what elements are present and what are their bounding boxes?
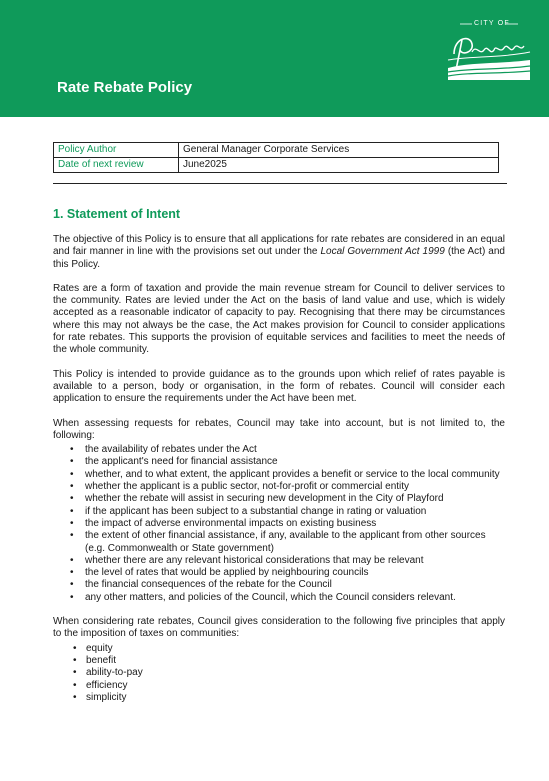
meta-key: Policy Author xyxy=(54,143,179,158)
list-item: • the financial consequences of the rebate for the Council xyxy=(85,579,505,591)
page-title: Rate Rebate Policy xyxy=(57,79,193,96)
considerations-list xyxy=(53,444,505,604)
meta-key: Date of next review xyxy=(54,158,179,173)
paragraph xyxy=(53,234,505,271)
list-item: • the impact of adverse environmental impacts on existing business xyxy=(85,518,505,530)
policy-meta-table xyxy=(53,142,499,173)
divider xyxy=(53,183,507,184)
list-item: • whether the rebate will assist in securing new development in the City of Playford xyxy=(85,493,505,505)
header-banner xyxy=(0,0,549,117)
paragraph-text: (the Act) and this Policy. xyxy=(53,246,505,270)
paragraph: When assessing requests for rebates, Council may take into account, but is not limited to, the following: xyxy=(53,417,505,441)
city-of-playford-logo xyxy=(440,14,536,94)
paragraph: When considering rate rebates, Council gives consideration to the following five principles that apply to the imposition of taxes on communities: xyxy=(53,616,505,640)
list-item: • efficiency xyxy=(86,680,505,692)
list-item: • the level of rates that would be applied by neighbouring councils xyxy=(85,567,505,579)
meta-value: General Manager Corporate Services xyxy=(179,143,499,158)
section-heading: 1. Statement of Intent xyxy=(53,207,181,221)
table-row xyxy=(54,143,499,158)
table-row xyxy=(54,158,499,173)
list-item: • the applicant's need for financial assistance xyxy=(85,456,505,468)
list-item: • whether, and to what extent, the applicant provides a benefit or service to the local community xyxy=(85,469,505,481)
list-item: • simplicity xyxy=(86,692,505,704)
list-item: • ability-to-pay xyxy=(86,667,505,679)
act-title: Local Government Act 1999 xyxy=(320,246,445,258)
list-item: • benefit xyxy=(86,655,505,667)
list-item: • any other matters, and policies of the Council, which the Council considers relevant. xyxy=(85,592,505,604)
list-item: • equity xyxy=(86,643,505,655)
paragraph: This Policy is intended to provide guidance as to the grounds upon which relief of rates payable is available to a person, body or organisation, in the form of rebates. Council will consider each application to ensure the requirements under the Act have been met. xyxy=(53,368,505,405)
principles-list xyxy=(53,643,505,704)
meta-value: June2025 xyxy=(179,158,499,173)
paragraph-text: The objective of this Policy is to ensure that all applications for rate rebates are considered in an equal and fair manner in line with the provisions set out under the xyxy=(53,234,505,258)
logo-city-text: CITY OF xyxy=(474,20,510,27)
list-item: • the extent of other financial assistance, if any, available to the applicant from other sources (e.g. Commonwealth or State government) xyxy=(85,530,505,555)
playford-logo-icon xyxy=(440,14,536,94)
paragraph: Rates are a form of taxation and provide the main revenue stream for Council to deliver services to the community. Rates are levied under the Act on the basis of land value and use, which is widely accepted as a reasonable indicator of capacity to pay. Recognising that there may be circumstances where this may not always be the case, the Act makes provision for Council to consider applications for rate rebates. This supports the provision of equitable services and facilities to meet the needs of the whole community. xyxy=(53,282,505,356)
list-item: • if the applicant has been subject to a substantial change in rating or valuation xyxy=(85,506,505,518)
list-item: • whether there are any relevant historical considerations that may be relevant xyxy=(85,555,505,567)
list-item: • whether the applicant is a public sector, not-for-profit or commercial entity xyxy=(85,481,505,493)
section-body xyxy=(53,234,505,704)
list-item: • the availability of rebates under the Act xyxy=(85,444,505,456)
